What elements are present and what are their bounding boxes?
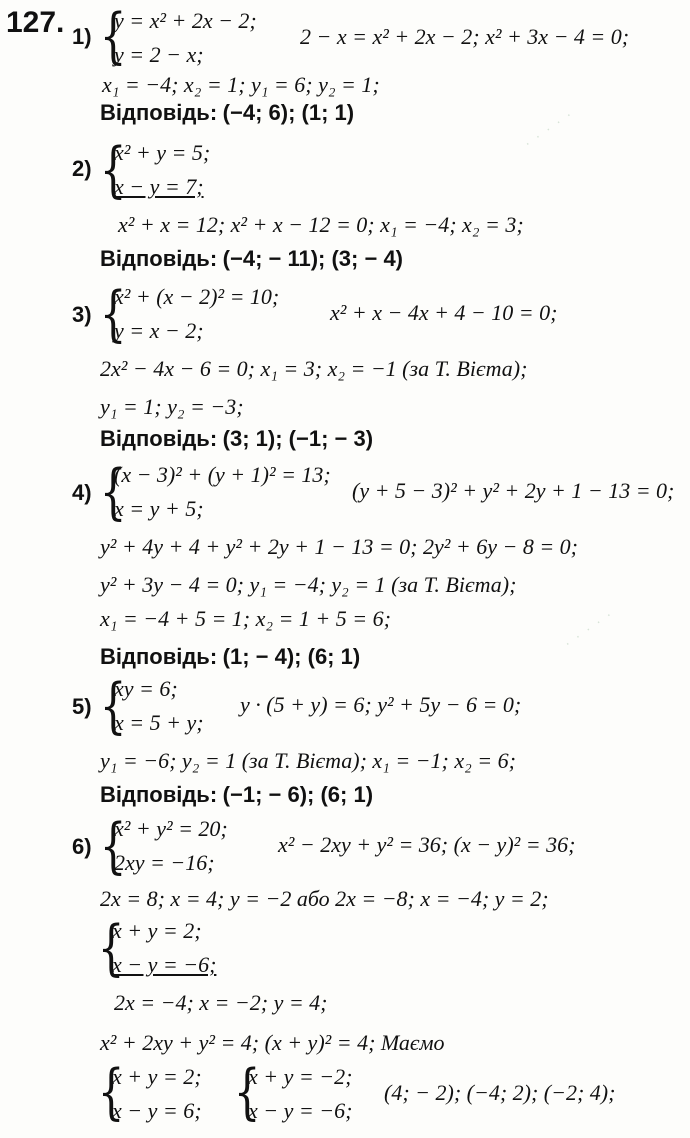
exercise-number: 127.	[6, 6, 65, 39]
part-label: 2)	[72, 156, 92, 181]
equation: y² + 3y − 4 = 0; y₁ = −4; y₂ = 1 (за Т. Вієта);	[100, 572, 517, 597]
answer-label: Відповідь:	[100, 426, 218, 451]
answer-label: Відповідь:	[100, 782, 218, 807]
watermark: · · · · ·	[520, 105, 577, 151]
answer-line	[100, 100, 354, 126]
equation: y · (5 + y) = 6; y² + 5y − 6 = 0;	[240, 692, 522, 717]
equation: x₁ = −4; x₂ = 1; y₁ = 6; y₂ = 1;	[102, 72, 380, 97]
part-label: 6)	[72, 834, 92, 859]
equation: x² − 2xy + y² = 36; (x − y)² = 36;	[278, 832, 576, 857]
equation: 2 − x = x² + 2x − 2; x² + 3x − 4 = 0;	[300, 24, 630, 49]
system-brace: {	[233, 1057, 261, 1127]
answer-label: Відповідь:	[100, 644, 218, 669]
answer-line	[100, 782, 373, 808]
system-brace: {	[99, 135, 127, 205]
answer-value: (−4; 6); (1; 1)	[222, 100, 355, 125]
system-line: x − y = −6;	[112, 952, 217, 977]
system-brace: {	[97, 1057, 125, 1127]
answer-line	[100, 426, 373, 452]
system-brace: {	[97, 913, 125, 983]
equation: x² + 2xy + y² = 4; (x + y)² = 4; Маємо	[100, 1030, 445, 1055]
system-line: x = 5 + y;	[114, 710, 204, 735]
equation: x₁ = −4 + 5 = 1; x₂ = 1 + 5 = 6;	[100, 606, 391, 631]
part-label: 1)	[72, 24, 92, 49]
system-brace: {	[99, 671, 127, 741]
system-line: (x − 3)² + (y + 1)² = 13;	[114, 462, 331, 487]
system-line: x = y + 5;	[114, 496, 204, 521]
system-brace: {	[99, 811, 127, 881]
system-line: x + y = 2;	[112, 918, 202, 943]
part-label: 4)	[72, 480, 92, 505]
system-brace: {	[99, 1, 127, 71]
answer-value: (1; − 4); (6; 1)	[222, 644, 361, 669]
system-line: 2xy = −16;	[114, 850, 215, 875]
equation: (y + 5 − 3)² + y² + 2y + 1 − 13 = 0;	[352, 478, 675, 503]
answer-label: Відповідь:	[100, 246, 218, 271]
answer-line	[100, 644, 360, 670]
system-line: x² + (x − 2)² = 10;	[114, 284, 280, 309]
system-line: x² + y² = 20;	[114, 816, 228, 841]
system-line: x − y = −6;	[248, 1098, 353, 1123]
answer-value: (3; 1); (−1; − 3)	[222, 426, 374, 451]
equation: x² + x = 12; x² + x − 12 = 0; x₁ = −4; x₂ = 3;	[118, 212, 524, 237]
equation: y² + 4y + 4 + y² + 2y + 1 − 13 = 0; 2y² + 6y − 8 = 0;	[100, 534, 578, 559]
system-line: x + y = −2;	[248, 1064, 353, 1089]
system-line: x + y = 2;	[112, 1064, 202, 1089]
equation: y₁ = −6; y₂ = 1 (за Т. Вієта); x₁ = −1; x₂ = 6;	[100, 748, 516, 773]
system-line: x − y = 6;	[112, 1098, 202, 1123]
result: (4; − 2); (−4; 2); (−2; 4);	[384, 1080, 616, 1105]
equation: x² + x − 4x + 4 − 10 = 0;	[330, 300, 558, 325]
system-brace: {	[99, 457, 127, 527]
system-line: y = x − 2;	[114, 318, 204, 343]
answer-value: (−1; − 6); (6; 1)	[222, 782, 374, 807]
answer-label: Відповідь:	[100, 100, 218, 125]
system-line: xy = 6;	[114, 676, 178, 701]
system-line: y = 2 − x;	[114, 42, 204, 67]
system-line: x − y = 7;	[114, 174, 204, 199]
answer-line	[100, 246, 403, 272]
system-line: x² + y = 5;	[114, 140, 211, 165]
equation: 2x = 8; x = 4; y = −2 або 2x = −8; x = −4; y = 2;	[100, 886, 549, 911]
watermark: · · · · ·	[560, 605, 617, 651]
system-line: y = x² + 2x − 2;	[114, 8, 257, 33]
system-brace: {	[99, 279, 127, 349]
part-label: 5)	[72, 694, 92, 719]
answer-value: (−4; − 11); (3; − 4)	[222, 246, 404, 271]
part-label: 3)	[72, 302, 92, 327]
equation: 2x² − 4x − 6 = 0; x₁ = 3; x₂ = −1 (за Т. Вієта);	[100, 356, 528, 381]
equation: 2x = −4; x = −2; y = 4;	[114, 990, 328, 1015]
equation: y₁ = 1; y₂ = −3;	[100, 394, 244, 419]
